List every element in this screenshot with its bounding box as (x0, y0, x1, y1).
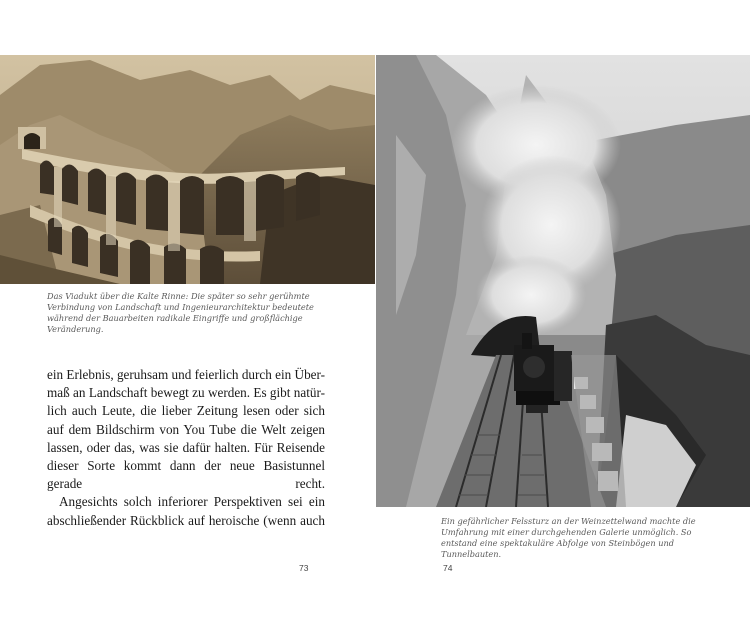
viaduct-photo (0, 55, 375, 284)
body-line: auf dem Bildschirm von You Tube die Welt zeigen (47, 421, 325, 437)
body-line: lich auch Leute, die lieber Zeitung lesen oder sich (47, 403, 325, 419)
train-caption: Ein gefährlicher Felssturz an der Weinzettelwand machte die Umfahrung mit einer durchgehenden Galerie unmöglich. So entstand eine spektakuläre Abfolge von Steinbögen und Tunnelbauten. (441, 516, 696, 559)
steam-train-illustration (376, 55, 750, 507)
viaduct-illustration (0, 55, 375, 284)
body-text (47, 366, 325, 530)
page-number-left: 73 (299, 563, 309, 573)
body-line: maß an Landschaft bewegt zu werden. Es gibt natür- (47, 385, 325, 401)
body-line: Angesichts solch inferiorer Perspektiven sei ein (59, 494, 325, 510)
body-line: gerade recht. (47, 476, 325, 492)
body-line: lassen, oder das, was sie dafür halten. Für Reisende (47, 439, 325, 455)
body-line: ein Erlebnis, geruhsam und feierlich durch ein Über- (47, 367, 326, 382)
body-line: abschließender Rückblick auf heroische (wenn auch (47, 512, 325, 528)
steam-train-photo (376, 55, 750, 507)
body-line: dieser Sorte kommt dann der neue Basistunnel (47, 458, 325, 474)
viaduct-caption: Das Viadukt über die Kalte Rinne: Die später so sehr gerühmte Verbindung von Landschaft und Ingenieurarchitektur bedeutete während der Bauarbeiten radikale Eingriffe und großflächige Veränderung. (47, 291, 314, 334)
page-number-right: 74 (443, 563, 453, 573)
